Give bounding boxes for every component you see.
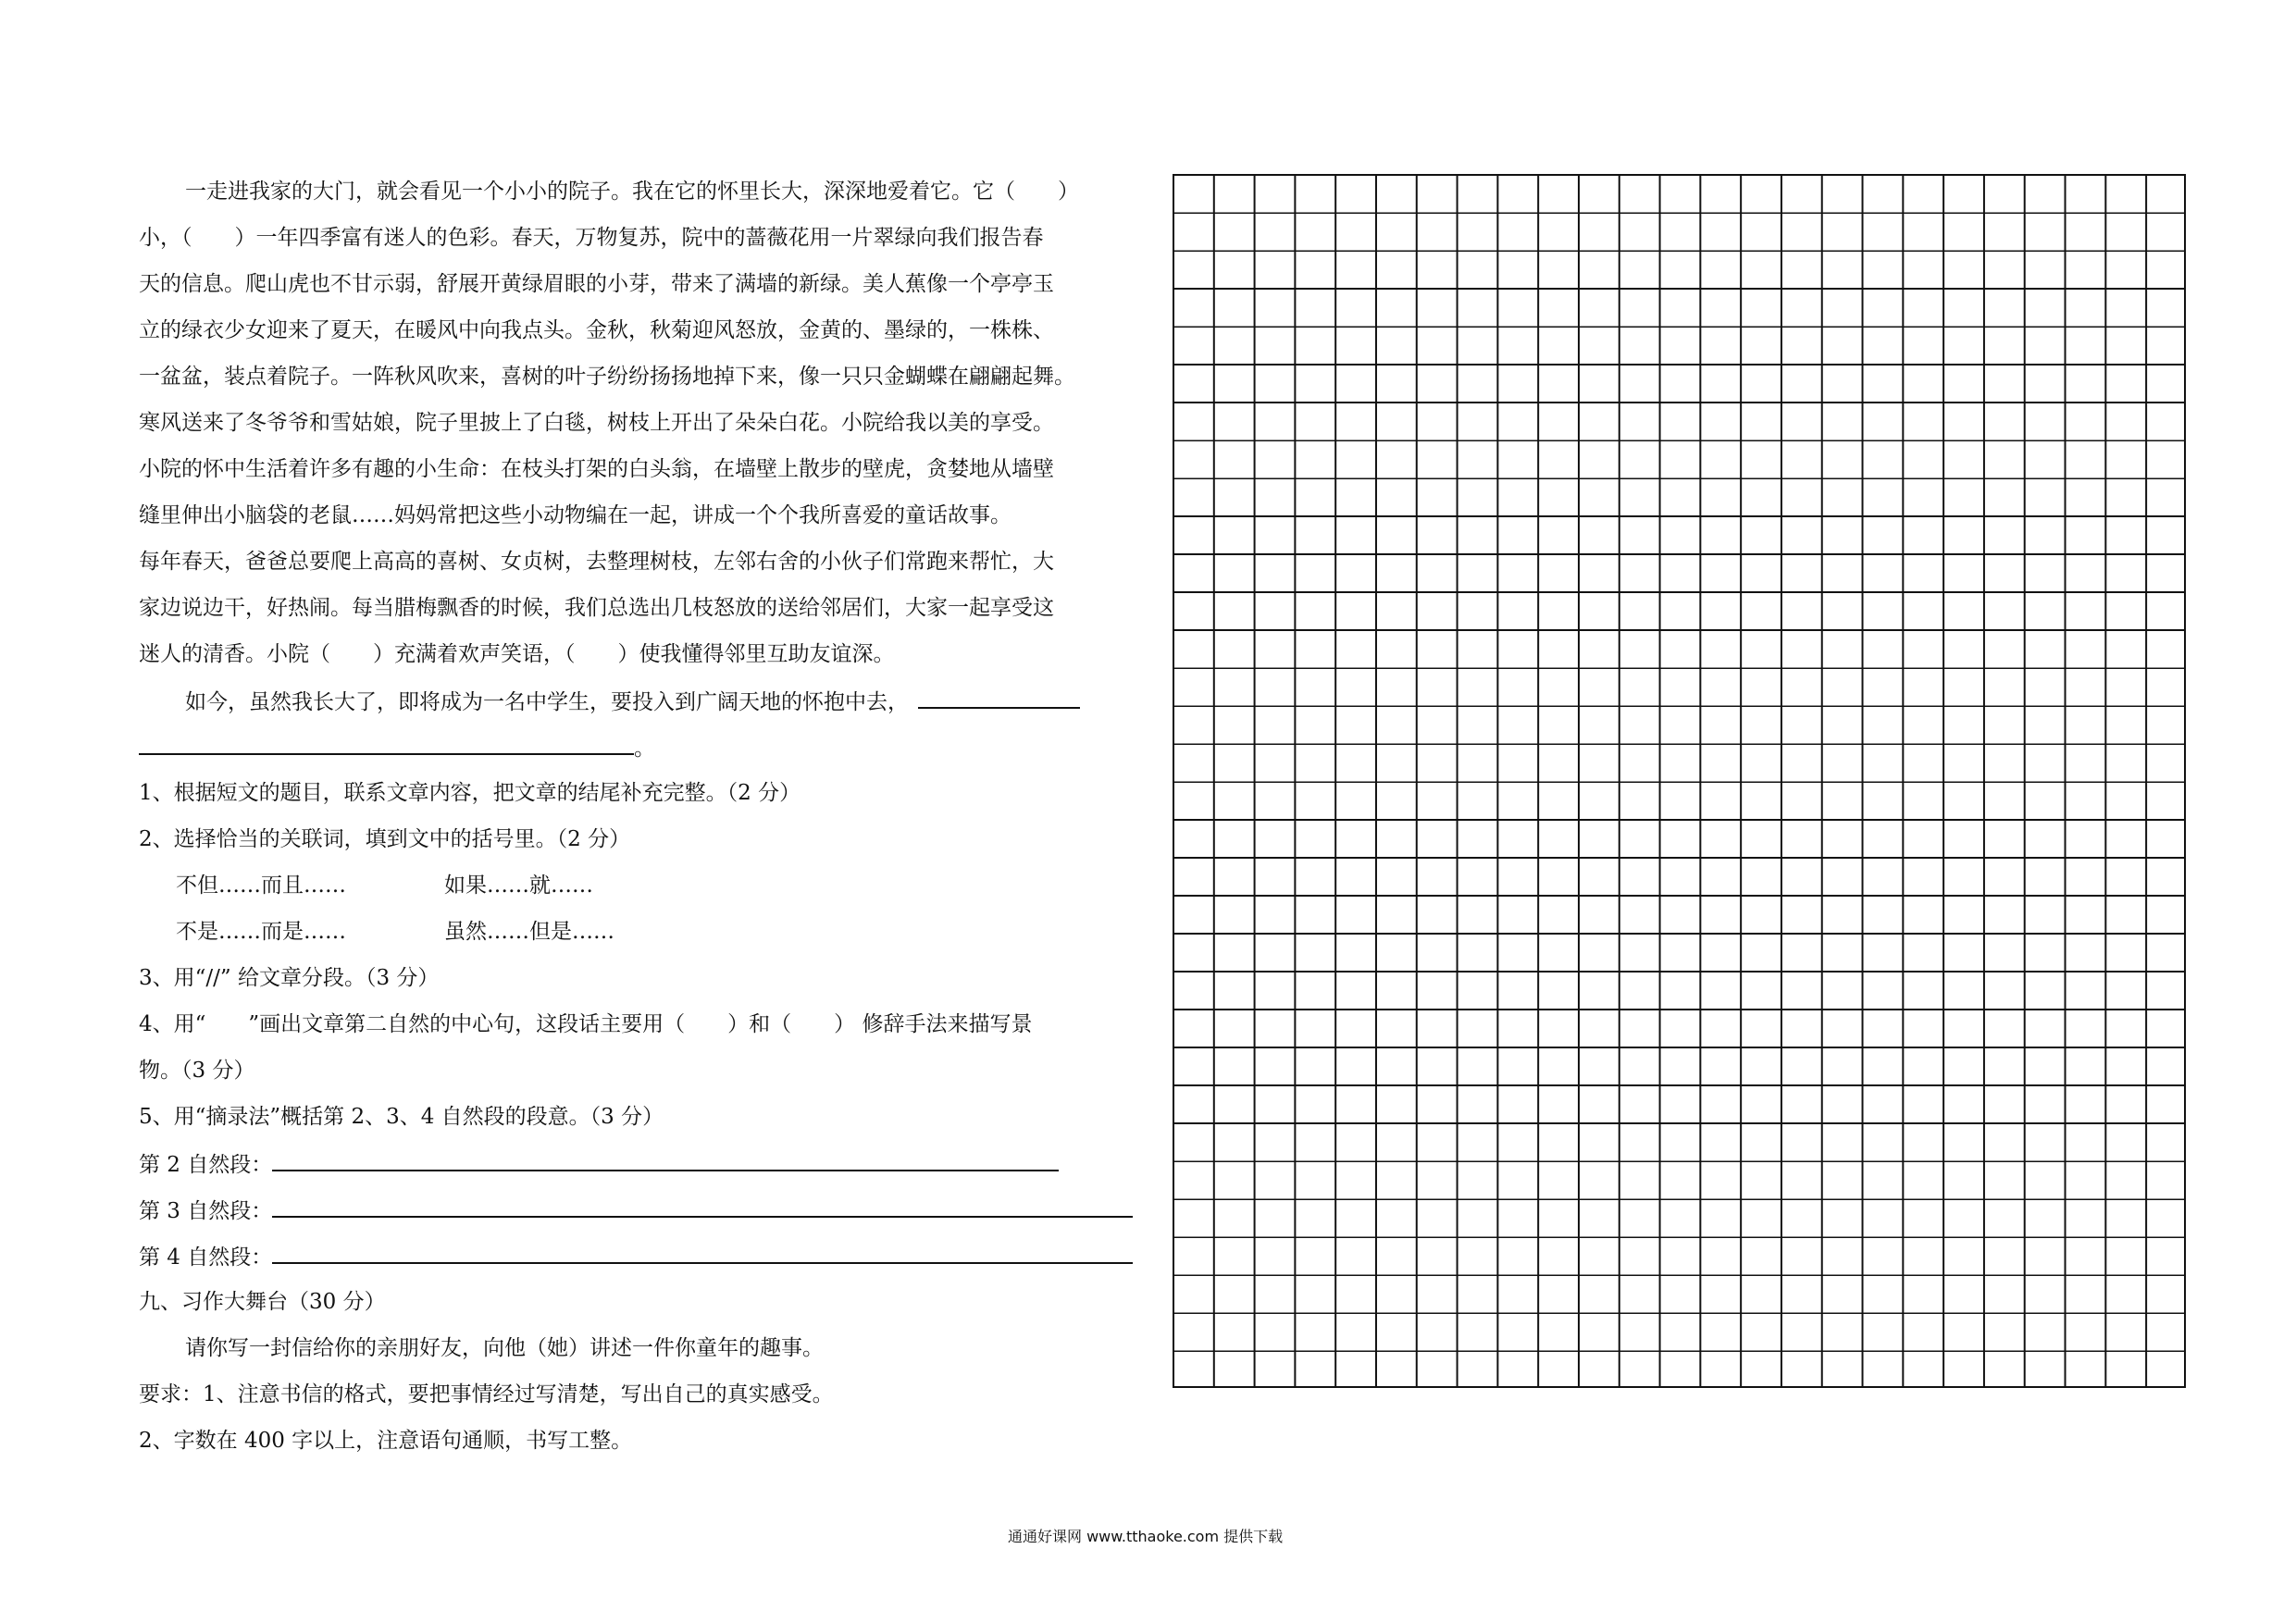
para-4-label: 第 4 自然段：	[139, 1245, 273, 1270]
para-3-row	[139, 1194, 1133, 1225]
passage-line: 缝里伸出小脑袋的老鼠……妈妈常把这些小动物编在一起，讲成一个个我所喜爱的童话故事。	[139, 503, 1011, 527]
option-2: 如果……就……	[444, 873, 593, 898]
ending-blank-1[interactable]	[918, 685, 1080, 709]
para-3-blank[interactable]	[272, 1194, 1133, 1218]
ending-blank-2[interactable]	[139, 731, 634, 755]
para-2-row	[139, 1147, 1059, 1179]
para-4-blank[interactable]	[272, 1240, 1133, 1264]
question-2: 2、选择恰当的关联词，填到文中的括号里。（2 分）	[139, 827, 631, 851]
passage-line: 一走进我家的大门，就会看见一个小小的院子。我在它的怀里长大，深深地爱着它。它（ ）	[185, 180, 1079, 204]
passage-line: 小，（ ）一年四季富有迷人的色彩。春天，万物复苏，院中的蔷薇花用一片翠绿向我们报告春	[139, 226, 1044, 250]
option-1: 不但……而且……	[176, 873, 346, 898]
writing-title: 九、习作大舞台（30 分）	[139, 1290, 386, 1314]
writing-prompt: 请你写一封信给你的亲朋好友，向他（她）讲述一件你童年的趣事。	[185, 1336, 824, 1360]
question-4: 4、用“ ”画出文章第二自然的中心句，这段话主要用（ ）和（ ） 修辞手法来描写景	[139, 1012, 1033, 1036]
last-para-text: 如今，虽然我长大了，即将成为一名中学生，要投入到广阔天地的怀抱中去，	[185, 690, 909, 714]
footer-source: 通通好课网 www.tthaoke.com 提供下载	[1008, 1528, 1284, 1545]
question-5: 5、用“摘录法”概括第 2、3、4 自然段的段意。（3 分）	[139, 1105, 664, 1129]
passage-line: 一盆盆，装点着院子。一阵秋风吹来，喜树的叶子纷纷扬扬地掉下来，像一只只金蝴蝶在翩翩起舞。	[139, 365, 1075, 389]
question-3: 3、用“//” 给文章分段。（3 分）	[139, 966, 440, 990]
passage-line: 家边说边干，好热闹。每当腊梅飘香的时候，我们总选出几枝怒放的送给邻居们，大家一起享受这	[139, 596, 1054, 620]
para-2-blank[interactable]	[272, 1147, 1059, 1171]
writing-requirement-1: 要求：1、注意书信的格式，要把事情经过写清楚，写出自己的真实感受。	[139, 1382, 834, 1406]
passage-line: 寒风送来了冬爷爷和雪姑娘，院子里披上了白毯，树枝上开出了朵朵白花。小院给我以美的享受。	[139, 411, 1054, 435]
question-4-cont: 物。（3 分）	[139, 1059, 255, 1083]
passage-line: 迷人的清香。小院（ ）充满着欢声笑语，（ ）使我懂得邻里互助友谊深。	[139, 642, 895, 666]
question-1: 1、根据短文的题目，联系文章内容，把文章的结尾补充完整。（2 分）	[139, 781, 801, 805]
passage-line: 小院的怀中生活着许多有趣的小生命：在枝头打架的白头翁，在墙壁上散步的壁虎，贪婪地从墙壁	[139, 457, 1054, 481]
para-3-label: 第 3 自然段：	[139, 1199, 273, 1223]
ending-period: 。	[634, 737, 655, 761]
option-4: 虽然……但是……	[444, 920, 614, 944]
para-2-label: 第 2 自然段：	[139, 1153, 273, 1177]
passage-line: 天的信息。爬山虎也不甘示弱，舒展开黄绿眉眼的小芽，带来了满墙的新绿。美人蕉像一个亭亭玉	[139, 272, 1054, 296]
passage-line: 每年春天，爸爸总要爬上高高的喜树、女贞树，去整理树枝，左邻右舍的小伙子们常跑来帮忙，大	[139, 550, 1054, 574]
composition-grid[interactable]	[1173, 174, 2186, 1388]
para-4-row	[139, 1240, 1133, 1271]
option-3: 不是……而是……	[176, 920, 346, 944]
writing-requirement-2: 2、字数在 400 字以上，注意语句通顺，书写工整。	[139, 1429, 633, 1453]
passage-last-para	[139, 685, 1080, 716]
ending-line-2	[139, 731, 655, 762]
passage-line: 立的绿衣少女迎来了夏天，在暖风中向我点头。金秋，秋菊迎风怒放，金黄的、墨绿的，一株株、	[139, 318, 1054, 342]
